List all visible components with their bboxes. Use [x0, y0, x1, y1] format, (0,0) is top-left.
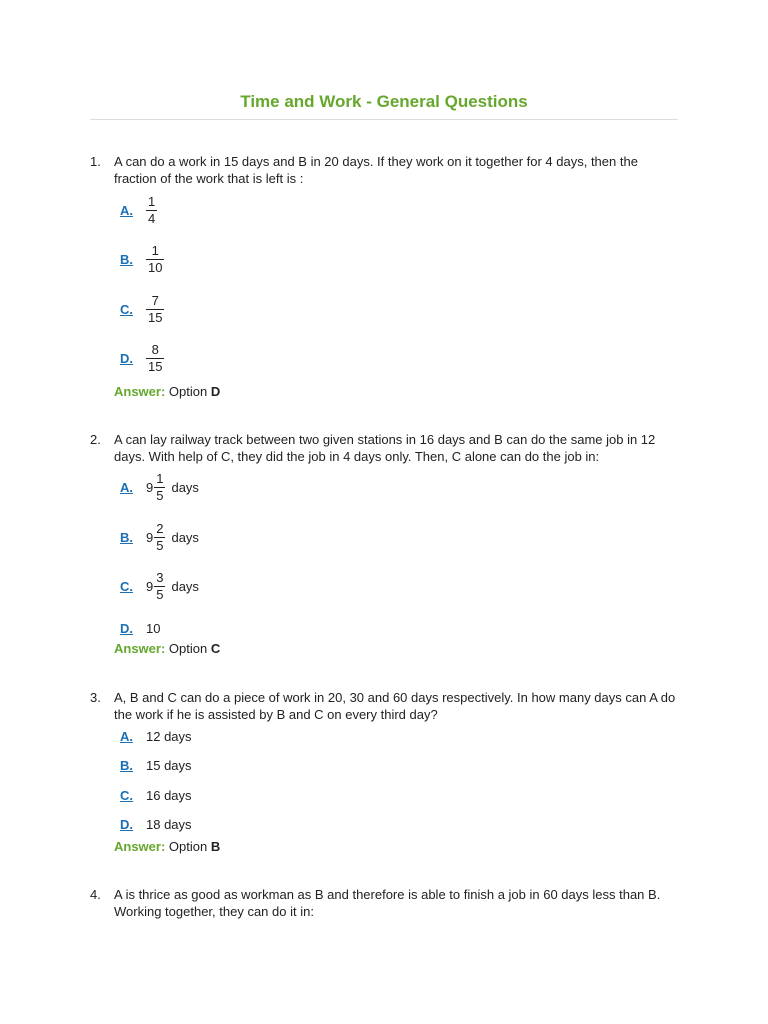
- question-3-option-c[interactable]: [120, 786, 192, 804]
- answer-label: Answer:: [114, 839, 166, 854]
- question-1-option-b[interactable]: [120, 239, 164, 279]
- question-2-answer: [114, 641, 220, 656]
- answer-option: B: [210, 839, 221, 854]
- option-letter-link[interactable]: C.: [120, 301, 133, 317]
- mixed-number: 9 $\frac{2}{5}$: [146, 520, 164, 553]
- option-text: 15 days: [146, 757, 192, 773]
- question-number: 2.: [90, 432, 101, 447]
- fraction: $\frac{1}{10}$: [148, 242, 163, 275]
- option-letter-link[interactable]: A.: [120, 202, 133, 218]
- answer-text: Option: [168, 641, 208, 656]
- question-text: A can lay railway track between two given stations in 16 days and B can do the same job in 12 days. With help of C, they did the job in 4 days only. Then, C alone can do the job in:: [114, 432, 656, 464]
- answer-text: Option: [168, 384, 208, 399]
- question-number: 3.: [90, 690, 101, 705]
- question-2-option-d[interactable]: [120, 619, 160, 637]
- question-3-option-d[interactable]: [120, 815, 192, 833]
- option-letter-link[interactable]: B.: [120, 757, 133, 773]
- option-letter-link[interactable]: A.: [120, 728, 133, 744]
- answer-text: Option: [168, 839, 208, 854]
- option-text: 16 days: [146, 787, 192, 803]
- question-1-answer: [114, 384, 220, 399]
- unit-text: days: [171, 529, 199, 545]
- answer-option: D: [210, 384, 221, 399]
- option-letter-link[interactable]: C.: [120, 787, 133, 803]
- question-1-option-d[interactable]: [120, 338, 164, 378]
- mixed-number: 9 $\frac{3}{5}$: [146, 569, 164, 602]
- question-2-option-c[interactable]: [120, 566, 199, 606]
- question-2-option-a[interactable]: [120, 467, 199, 507]
- question-2-option-b[interactable]: [120, 517, 199, 557]
- fraction: $\frac{8}{15}$: [148, 341, 163, 374]
- answer-label: Answer:: [114, 641, 166, 656]
- option-letter-link[interactable]: D.: [120, 620, 133, 636]
- title-divider: [90, 119, 678, 120]
- option-letter-link[interactable]: B.: [120, 529, 133, 545]
- option-letter-link[interactable]: D.: [120, 816, 133, 832]
- question-3-answer: [114, 839, 220, 854]
- mixed-number: 9 $\frac{1}{5}$: [146, 470, 164, 503]
- option-text: 12 days: [146, 728, 192, 744]
- question-3-option-b[interactable]: [120, 756, 192, 774]
- option-letter-link[interactable]: C.: [120, 578, 133, 594]
- question-4: [90, 886, 678, 920]
- question-1-option-a[interactable]: [120, 190, 157, 230]
- question-number: 1.: [90, 154, 101, 169]
- option-text: 10: [146, 620, 161, 636]
- option-letter-link[interactable]: D.: [120, 350, 133, 366]
- page-title: Time and Work - General Questions: [240, 92, 528, 111]
- fraction: $\frac{7}{15}$: [148, 292, 163, 325]
- unit-text: days: [171, 578, 199, 594]
- question-text: A is thrice as good as workman as B and therefore is able to finish a job in 60 days less than B. Working together, they can do it in:: [114, 887, 661, 919]
- question-1: [90, 153, 678, 187]
- answer-label: Answer:: [114, 384, 166, 399]
- option-letter-link[interactable]: A.: [120, 479, 133, 495]
- question-1-option-c[interactable]: [120, 289, 164, 329]
- fraction: $\frac{1}{4}$: [148, 193, 156, 226]
- question-3: [90, 689, 678, 723]
- question-text: A, B and C can do a piece of work in 20, 30 and 60 days respectively. In how many days can A do the work if he is assisted by B and C on every third day?: [114, 690, 676, 722]
- question-number: 4.: [90, 887, 101, 902]
- question-2: [90, 431, 678, 465]
- question-text: A can do a work in 15 days and B in 20 days. If they work on it together for 4 days, then the fraction of the work that is left is :: [114, 154, 638, 186]
- unit-text: days: [171, 479, 199, 495]
- answer-option: C: [210, 641, 221, 656]
- option-text: 18 days: [146, 816, 192, 832]
- option-letter-link[interactable]: B.: [120, 251, 133, 267]
- question-3-option-a[interactable]: [120, 727, 192, 745]
